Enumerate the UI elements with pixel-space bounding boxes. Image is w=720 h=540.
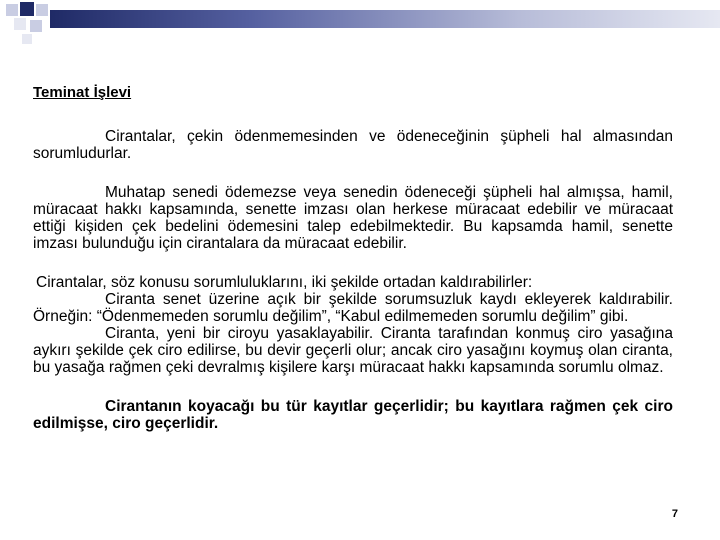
slide-content — [33, 84, 673, 432]
deco-square — [14, 18, 26, 30]
paragraph-3: Cirantalar, söz konusu sorumluluklarını, iki şekilde ortadan kaldırabilirler: — [36, 274, 533, 291]
paragraph-1: Cirantalar, çekin ödenmemesinden ve ödeneceğinin şüpheli hal almasından sorumludurlar. — [33, 128, 673, 162]
deco-square — [22, 34, 32, 44]
paragraph-5: Ciranta, yeni bir ciroyu yasaklayabilir. Ciranta tarafından konmuş ciro yasağına aykırı şekilde çek ciro edilirse, bu devir geçerli olur; ancak ciro yasağını koymuş olan ciranta, bu yasağa rağmen çeki devralmış kişilere karşı müracaat hakkı kapsamında sorumlu olmaz. — [33, 325, 673, 376]
slide-heading: Teminat İşlevi — [33, 84, 132, 101]
deco-square — [30, 20, 42, 32]
paragraph-6: Cirantanın koyacağı bu tür kayıtlar geçerlidir; bu kayıtlara rağmen çek ciro edilmişse, ciro geçerlidir. — [33, 398, 673, 432]
paragraph-4: Ciranta senet üzerine açık bir şekilde sorumsuzluk kaydı ekleyerek kaldırabilir. Örneğin: “Ödenmemeden sorumlu değilim”, “Kabul edilmemeden sorumlu değilim” gibi. — [33, 291, 673, 325]
header-gradient-bar — [50, 10, 720, 28]
page-number: 7 — [671, 508, 678, 520]
deco-square — [20, 2, 34, 16]
deco-square — [36, 4, 48, 16]
paragraph-2: Muhatap senedi ödemezse veya senedin ödeneceği şüpheli hal almışsa, hamil, müracaat hakkı kapsamında, senette imzası olan herkese müracaat edebilir ve müracaat ettiği kişiden çek bedelini ödemesini talep edebilmektedir. Bu kapsamda hamil, senette imzası bulunduğu için cirantalara da müracaat edebilir. — [33, 184, 673, 252]
deco-square — [6, 4, 18, 16]
header-decoration — [0, 0, 720, 48]
